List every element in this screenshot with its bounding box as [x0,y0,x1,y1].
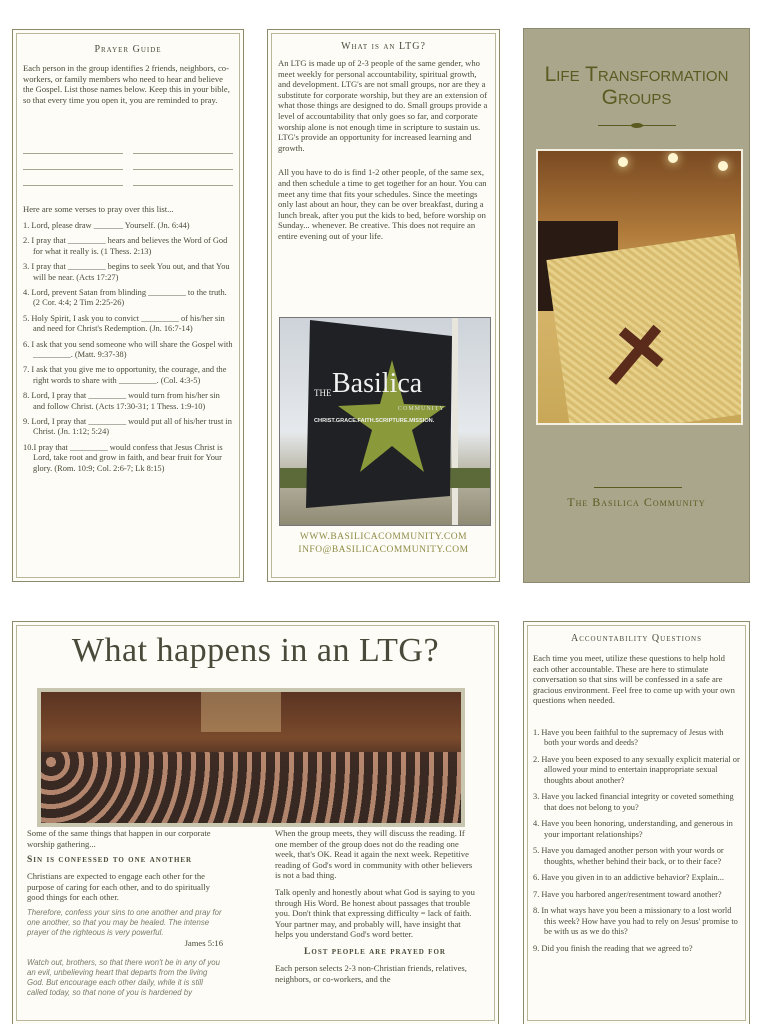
cover-divider [594,487,682,488]
verses-intro: Here are some verses to pray over this list... [23,204,174,215]
happens-p4: Each person selects 2-3 non-Christian friends, relatives, neighbors, or co-workers, and the [275,962,467,984]
quote-hebrews: Watch out, brothers, so that there won't be in any of you an evil, unbelieving heart that departs from the living God. But encourage each other daily, while it is still called today, so that none of you is hardened by [27,957,220,997]
cover-title [524,63,749,109]
verse-item: 1. Lord, please draw _______ Yourself. (Jn. 6:44) [23,220,190,230]
quote-james-ref: James 5:16 [184,937,223,948]
email-link[interactable]: INFO@BASILICACOMMUNITY.COM [298,545,469,555]
accountability-title: Accountability Questions [571,633,702,644]
name-line[interactable] [133,145,233,154]
question-item: 9. Did you finish the reading that we agreed to? [533,943,693,953]
name-line[interactable] [23,177,123,186]
verse-item: 7. I ask that you give me to opportunity, the courage, and the right words to share with _________. (Col. 4:3-5) [23,365,227,385]
happens-p1: Christians are expected to engage each other for the purpose of caring for each other, and to do spiritually good things for each other. [27,871,210,903]
prayer-guide-title: Prayer Guide [94,44,162,55]
question-item: 1. Have you been faithful to the supremacy of Jesus with both your words and deeds? [533,727,724,748]
cross-icon [538,151,741,423]
what-is-ltg-panel [267,29,500,582]
question-item: 5. Have you damaged another person with your words or thoughts, whether behind their back, or to their face? [533,846,724,866]
question-list [533,728,740,955]
banner-community: COMMUNITY [398,406,445,412]
right-column [275,828,475,984]
what-is-para1: An LTG is made up of 2-3 people of the same gender, who meet weekly for personal accountability, spiritual growth, and development. LTG's are not small groups, nor are they a substitute for corporate worship, but they are an extension of what those things are designed to do. Small groups provide a level of accountability that only goes so far, and corporate worship alone is not enough time in scripture to sustain us. LTG's provide an opportunity for increased learning and growth. [278,58,488,153]
what-is-para2: All you have to do is find 1-2 other people, of the same sex, and then schedule a time to get together for an hour. You can meet any time that fits your schedules. Since the meetings only last about an hour, they can be over breakfast, during a lunch break, after you put the kids to bed, before worship on Sunday... whenever. Be creative. This does not require an entire evening out of your life. [278,167,487,241]
verse-item: 9. Lord, I pray that _________ would put all of his/her trust in Christ. (Jn. 1:12; 5:24) [23,417,232,437]
question-item: 7. Have you harbored anger/resentment toward another? [533,889,722,899]
question-item: 3. Have you lacked financial integrity or coveted something that does not belong to you? [533,792,734,812]
accountability-intro: Each time you meet, utilize these questions to help hold each other accountable. These are here to stimulate conversation so that sins will be confessed in a safe are gracious environment. Feel free to come up with your own questions when needed. [533,653,735,706]
question-item: 4. Have you been honoring, understanding, and generous in your important relationships? [533,819,733,839]
happens-p2: When the group meets, they will discuss the reading. If one member of the group does not do the reading one week, that's OK. Read it again the next week. Repetitive reading of God's word in community with other believers is not a bad thing. [275,828,473,881]
name-line[interactable] [23,161,123,170]
what-is-title: What is an LTG? [341,41,426,52]
happens-p3: Talk openly and honestly about what God is saying to you through His Word. Be honest about passages that trouble you. Don't think that expressing difficulty = lack of faith. Your partner may, and probably will, have insight that helps you understand God's word better. [275,886,475,940]
prayer-guide-panel [12,29,244,582]
sin-confessed-heading: Sin is confessed to one another [27,855,193,866]
cover-photo [536,149,743,425]
cover-title-line1: Life Transformation [544,63,729,86]
verse-item: 3. I pray that _________ begins to seek You out, and that You will be near. (Acts 17:27) [23,262,230,282]
what-happens-title: What happens in an LTG? [71,632,440,669]
accountability-panel [523,621,750,1024]
gathering-photo [37,688,465,827]
cover-panel [523,28,750,583]
verse-item: 8. Lord, I pray that _________ would turn from his/her sin and follow Christ. (Acts 17:30-31; 1 Thess. 1:9-10) [23,391,220,411]
happens-intro: Some of the same things that happen in our corporate worship gathering... [27,828,211,849]
verse-list [23,221,233,474]
verse-item: 2. I pray that _________ hears and believes the Word of God for what it really is. (1 Thess. 2:13) [23,236,228,256]
name-lines [23,145,233,186]
name-line[interactable] [133,177,233,186]
verse-item: 5. Holy Spirit, I ask you to convict _________ of his/her sin and need for Christ's Redemption. (Jn. 16:7-14) [23,313,225,334]
banner-the: THE [314,388,332,398]
verse-item: 4. Lord, prevent Satan from blinding _________ to the truth. (2 Cor. 4:4; 2 Tim 2:25-26) [23,288,227,308]
cover-title-line2: Groups [601,86,672,109]
left-column [27,828,223,998]
flourish-icon [598,124,676,127]
question-item: 2. Have you been exposed to any sexually explicit material or allowed your mind to entertain inappropriate sexual thoughts about another? [533,754,740,785]
website-link[interactable]: WWW.BASILICACOMMUNITY.COM [299,532,468,542]
quote-james: Therefore, confess your sins to one another and pray for one another, so that you may be healed. The intense prayer of the righteous is very powerful. [27,907,222,937]
question-item: 6. Have you given in to an addictive behavior? Explain... [533,873,724,883]
prayer-guide-intro: Each person in the group identifies 2 friends, neighbors, co-workers, or family members who need to hear and believe the Gospel. List those names below. Keep this in your bible, so that every time you open it, you are reminded to pray. [23,63,230,105]
lost-prayed-heading: Lost people are prayed for [304,946,446,957]
verse-item: 10.I pray that _________ would confess that Jesus Christ is Lord, take root and grow in faith, and bear fruit for Your glory. (Rom. 10:9; Col. 2:6-7; Lk 8:15) [23,442,223,473]
crowd [41,752,461,823]
contact-links [268,531,499,557]
banner-tagline: CHRIST.GRACE.FAITH.SCRIPTURE.MISSION. [314,418,435,424]
banner-photo [279,317,491,526]
name-line[interactable] [23,145,123,154]
verse-item: 6. I ask that you send someone who will share the Gospel with _________. (Matt. 9:37-38) [23,339,233,360]
what-happens-panel [12,621,499,1024]
name-line[interactable] [133,161,233,170]
question-item: 8. In what ways have you been a missionary to a lost world this week? How have you had to rely on Jesus' promise to be with us as we do this? [533,906,738,937]
stage-light [201,692,281,732]
cover-footer: The Basilica Community [567,495,706,509]
banner-name: Basilica [332,368,423,399]
